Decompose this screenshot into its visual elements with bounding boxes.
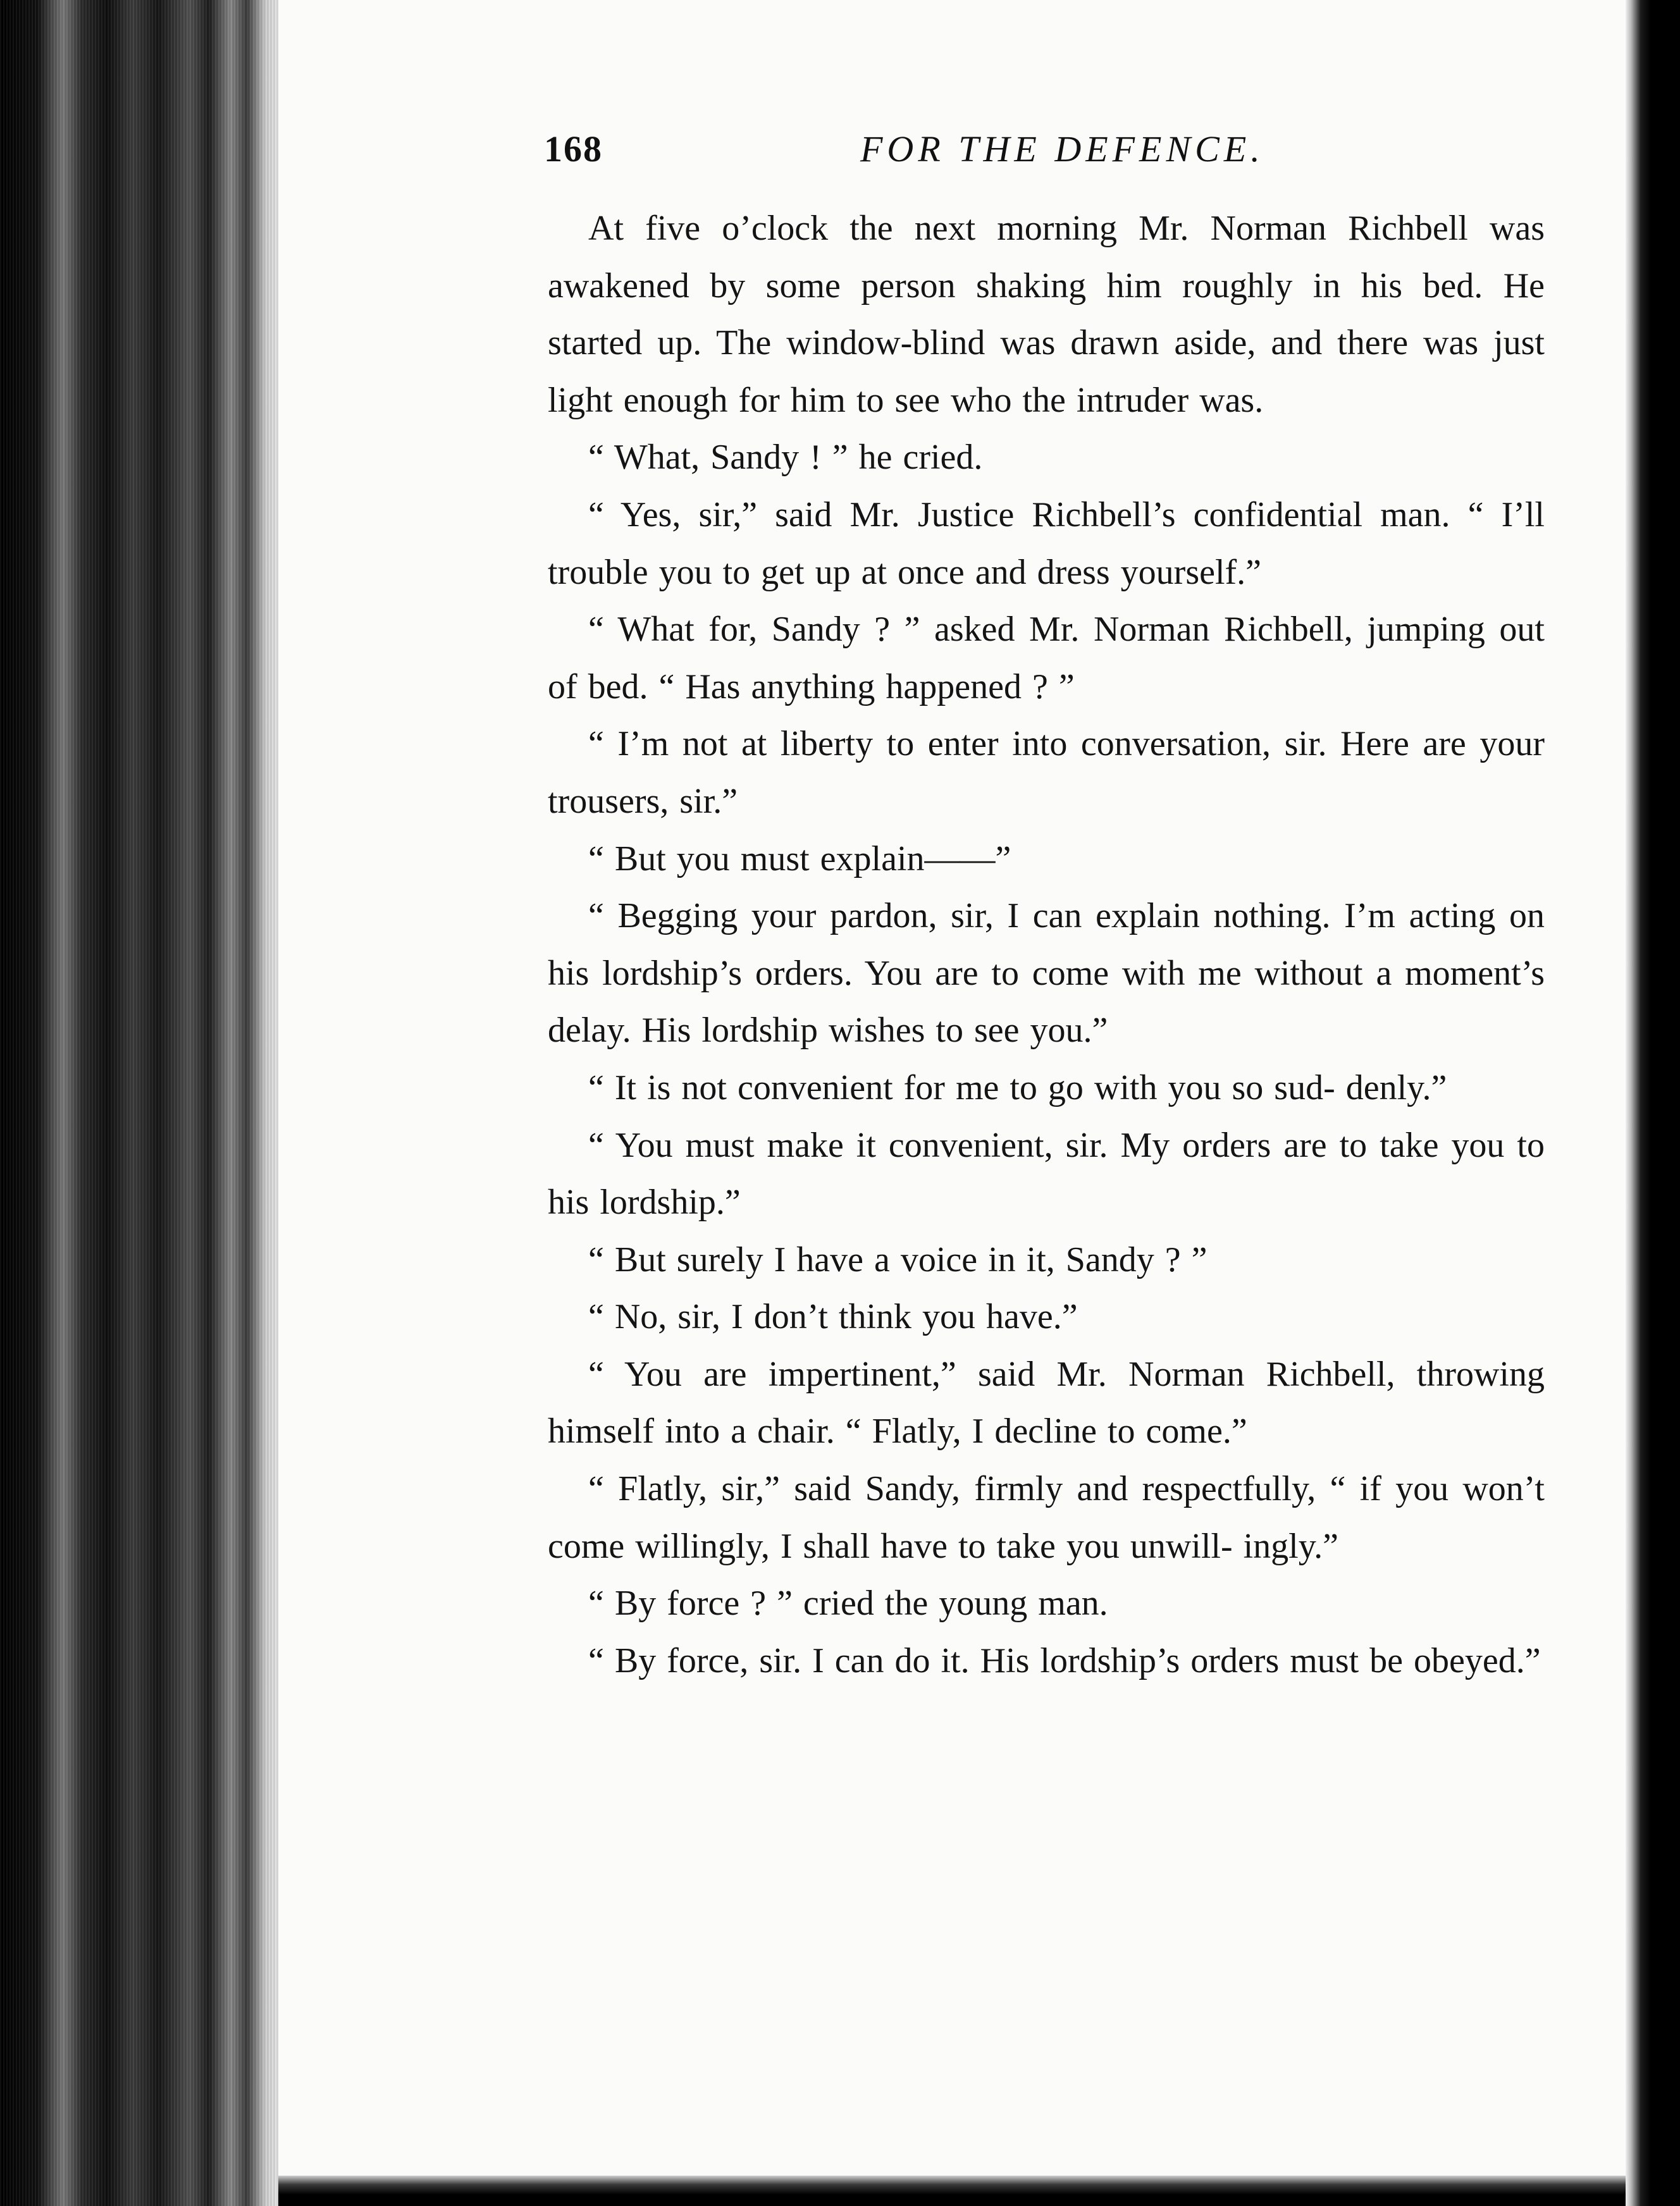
paragraph: “ I’m not at liberty to enter into conversation, sir. Here are your trousers, sir.”: [548, 724, 1545, 821]
paragraph: “ No, sir, I don’t think you have.”: [588, 1297, 1078, 1337]
paragraph: “ But you must explain——”: [588, 839, 1011, 878]
body-text: [548, 200, 1545, 1689]
paragraph: “ You are impertinent,” said Mr. Norman Richbell, throwing himself into a chair. “ Flatly, I decline to come.”: [548, 1354, 1545, 1451]
paragraph: “ It is not convenient for me to go with you so sud- denly.”: [588, 1068, 1447, 1107]
next-page-edge: [1626, 0, 1680, 2206]
running-head: [544, 124, 1543, 181]
paragraph: “ What, Sandy ! ” he cried.: [588, 438, 983, 478]
running-title: FOR THE DEFENCE.: [860, 128, 1264, 169]
paragraph: “ What for, Sandy ? ” asked Mr. Norman Richbell, jumping out of bed. “ Has anything happened ? ”: [548, 610, 1545, 706]
paragraph: “ But surely I have a voice in it, Sandy ? ”: [588, 1240, 1208, 1279]
book-gutter: [0, 0, 285, 2206]
paragraph: “ By force, sir. I can do it. His lordship’s orders must be obeyed.”: [588, 1641, 1541, 1680]
paragraph: At five o’clock the next morning Mr. Norman Richbell was awakened by some person shaking him roughly in his bed. He started up. The window-blind was drawn aside, and there was just light enough for him to see who the intruder was.: [548, 209, 1545, 420]
paragraph: “ Begging your pardon, sir, I can explain nothing. I’m acting on his lordship’s orders. You are to come with me without a moment’s delay. His lordship wishes to see you.”: [548, 896, 1545, 1051]
paragraph: “ Flatly, sir,” said Sandy, firmly and respectfully, “ if you won’t come willingly, I shall have to take you unwill- ingly.”: [548, 1469, 1545, 1566]
paragraph: “ By force ? ” cried the young man.: [588, 1584, 1108, 1624]
paragraph: “ Yes, sir,” said Mr. Justice Richbell’s confidential man. “ I’ll trouble you to get up at once and dress yourself.”: [548, 495, 1545, 592]
page-number: 168: [544, 128, 603, 169]
paragraph: “ You must make it convenient, sir. My orders are to take you to his lordship.”: [548, 1125, 1545, 1223]
page-bottom-edge: [278, 2176, 1626, 2206]
